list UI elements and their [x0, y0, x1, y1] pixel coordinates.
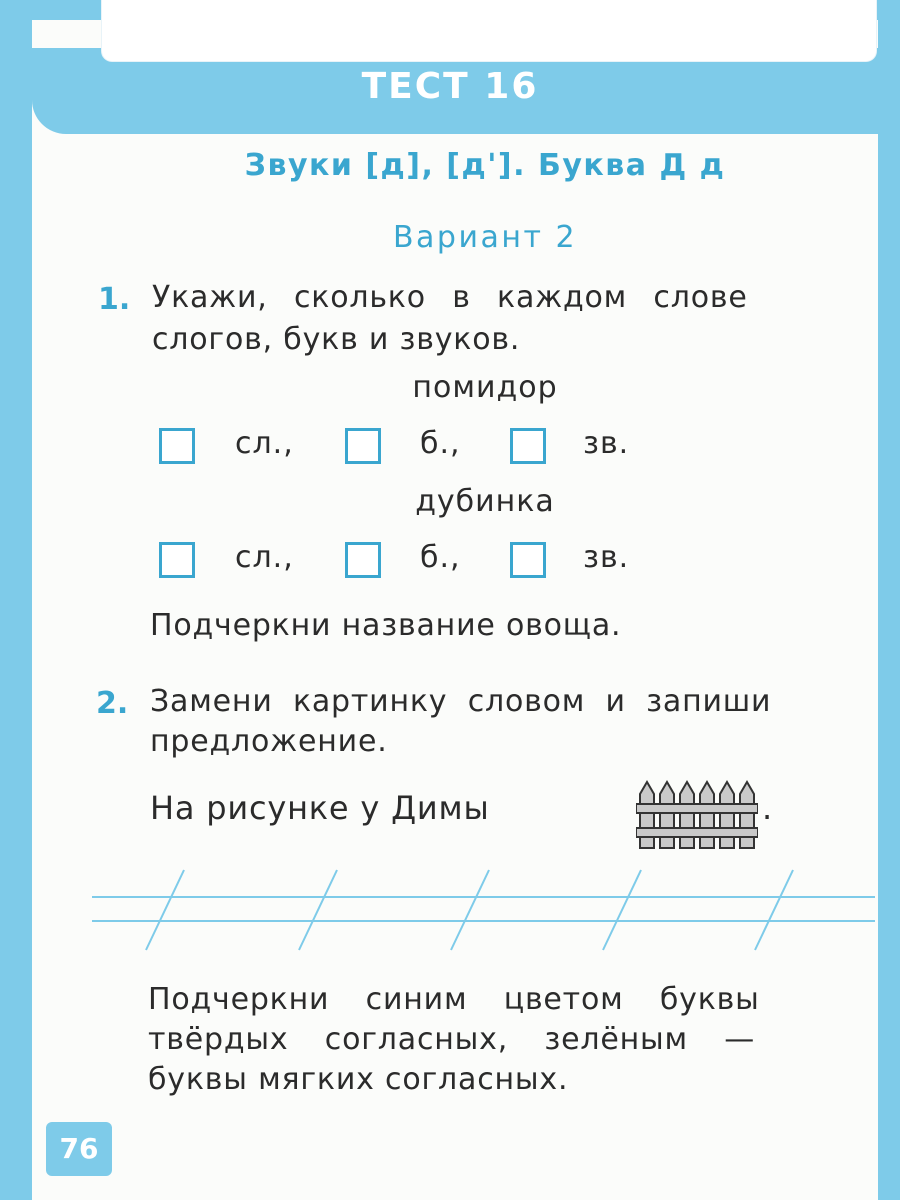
letters-answer-box[interactable]: [345, 542, 381, 578]
syllables-unit-label: сл.,: [235, 540, 294, 575]
test-title: ТЕСТ 16: [361, 66, 539, 107]
task-1-text-line-2: слогов, букв и звуков.: [152, 322, 521, 357]
task-1-number: 1.: [98, 282, 131, 317]
word-pomidor: помидор: [412, 370, 558, 405]
previous-answer-card: [102, 0, 876, 61]
task-1-text-line-1: Укажи, сколько в каждом слове: [152, 280, 748, 315]
letters-answer-box[interactable]: [345, 428, 381, 464]
page-number: 76: [59, 1132, 99, 1165]
topic-title: Звуки [д], [д']. Буква Д д: [244, 148, 726, 183]
word-dubinka: дубинка: [415, 484, 555, 519]
syllables-answer-box[interactable]: [159, 428, 195, 464]
variant-title: Вариант 2: [392, 220, 578, 255]
task-2-text-line-1: Замени картинку словом и запиши: [150, 684, 772, 719]
task-2-sentence-end: .: [762, 789, 773, 827]
task-2-number: 2.: [96, 686, 129, 721]
task-2-text-line-2: предложение.: [150, 724, 388, 759]
task-2-sentence: На рисунке у Димы: [150, 789, 490, 827]
sounds-unit-label: зв.: [583, 540, 630, 575]
task-1-instruction: Подчеркни название овоща.: [150, 608, 622, 643]
answer-row-dubinka: [155, 540, 875, 584]
sounds-answer-box[interactable]: [510, 428, 546, 464]
slant-guides: [0, 860, 900, 960]
task-3-text-line-2: твёрдых согласных, зелёным —: [148, 1022, 756, 1057]
answer-row-pomidor: [155, 426, 875, 470]
task-3-text-line-3: буквы мягких согласных.: [148, 1062, 569, 1097]
syllables-unit-label: сл.,: [235, 426, 294, 461]
syllables-answer-box[interactable]: [159, 542, 195, 578]
letters-unit-label: б.,: [420, 426, 461, 461]
letters-unit-label: б.,: [420, 540, 461, 575]
sounds-unit-label: зв.: [583, 426, 630, 461]
sounds-answer-box[interactable]: [510, 542, 546, 578]
fence-icon: [636, 780, 758, 850]
task-3-text-line-1: Подчеркни синим цветом буквы: [148, 982, 760, 1017]
